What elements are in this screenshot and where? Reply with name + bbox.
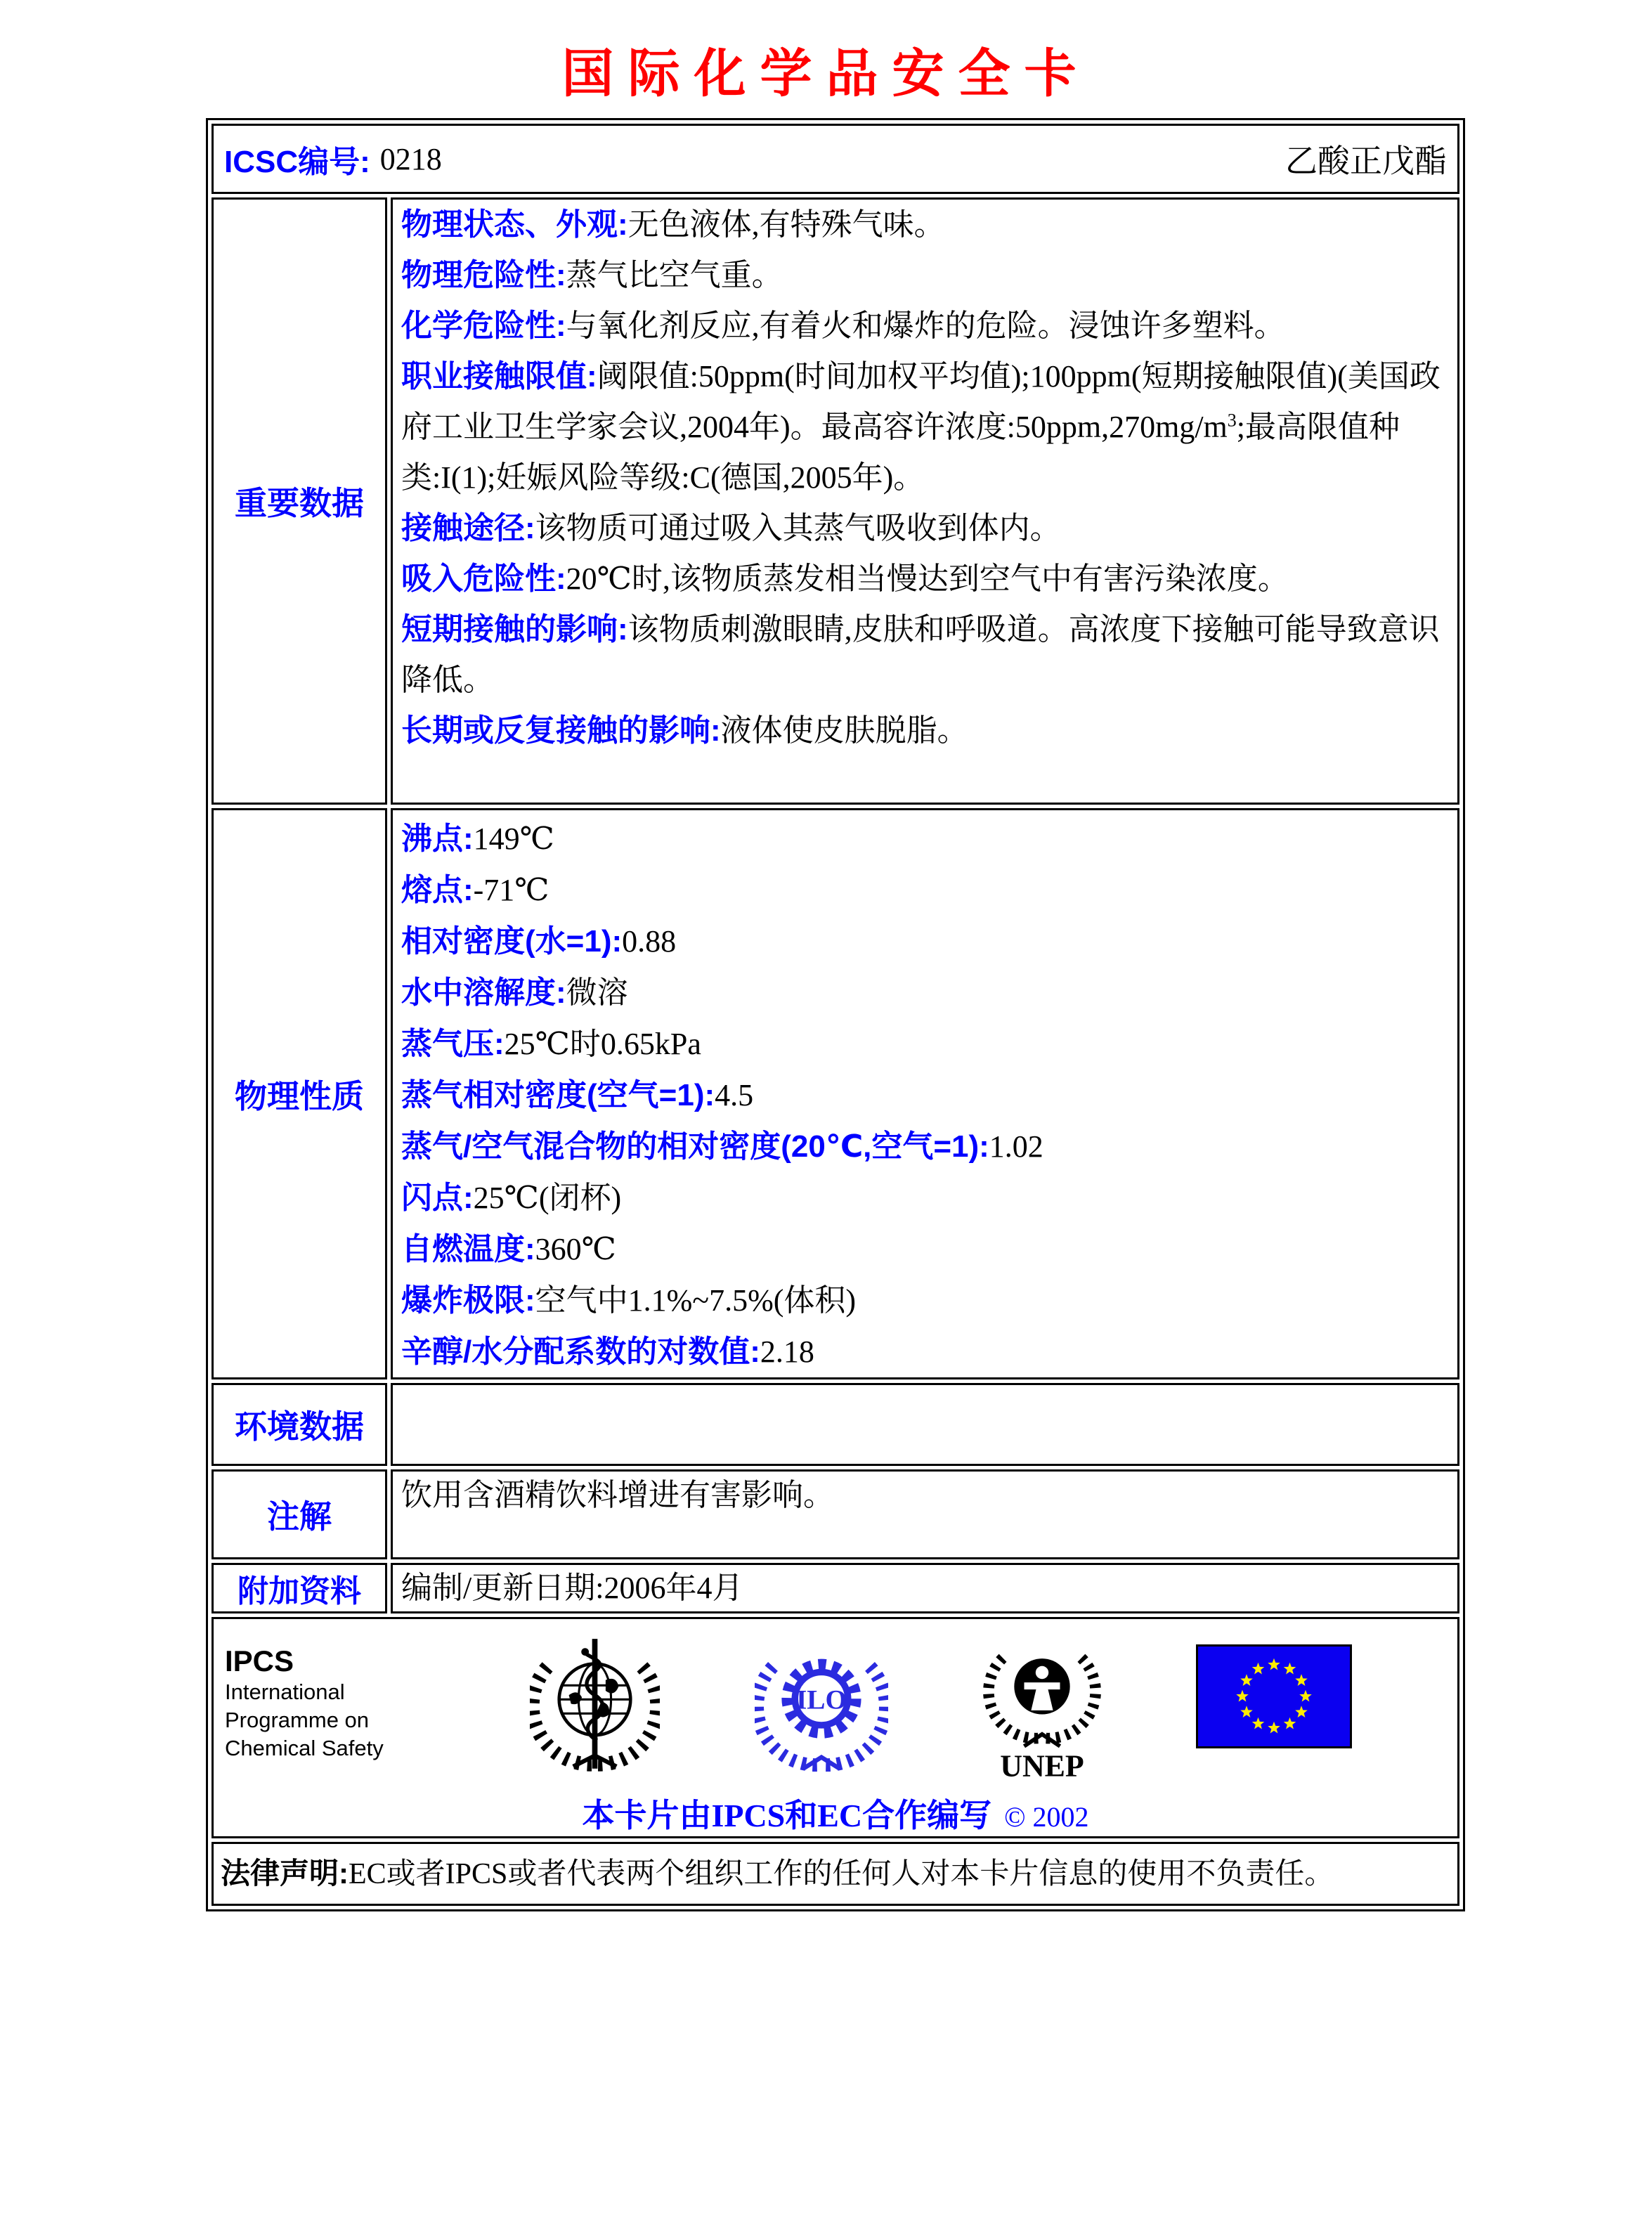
section-label-additional-info: 附加资料 <box>212 1563 387 1613</box>
header-cell <box>212 124 1459 194</box>
field-octanol-water-partition: 辛醇/水分配系数的对数值:2.18 <box>401 1334 814 1369</box>
superscript-3: 3 <box>1227 410 1237 431</box>
important-data-row <box>212 197 1459 805</box>
field-flash-point: 闪点:25℃(闭杯) <box>401 1181 622 1215</box>
icsc-number-label: ICSC编号: <box>224 145 370 179</box>
environmental-data-row <box>212 1383 1459 1466</box>
section-label-important-data: 重要数据 <box>212 197 387 805</box>
unep-logo-icon <box>982 1635 1102 1786</box>
legal-notice-cell <box>212 1842 1459 1906</box>
field-vapor-pressure: 蒸气压:25℃时0.65kPa <box>401 1027 701 1061</box>
field-physical-hazards: 物理危险性:蒸气比空气重。 <box>401 258 783 292</box>
card-caption-text: 本卡片由IPCS和EC合作编写 <box>582 1798 992 1833</box>
additional-info-content: 编制/更新日期:2006年4月 <box>391 1563 1459 1613</box>
notes-row <box>212 1469 1459 1559</box>
field-short-term-effects: 短期接触的影响:该物质刺激眼睛,皮肤和呼吸道。高浓度下接触可能导致意识降低。 <box>401 612 1440 697</box>
ilo-logo-icon <box>755 1635 888 1775</box>
field-autoignition-temperature: 自燃温度:360℃ <box>401 1232 616 1266</box>
important-data-content <box>391 197 1459 805</box>
page-title: 国际化学品安全卡 <box>561 44 1091 103</box>
environmental-data-content <box>391 1383 1459 1466</box>
card-caption <box>214 1790 1457 1836</box>
section-label-notes: 注解 <box>212 1469 387 1559</box>
field-long-term-effects: 长期或反复接触的影响:液体使皮肤脱脂。 <box>401 713 968 748</box>
logos-cell <box>212 1617 1459 1838</box>
field-physical-state: 物理状态、外观:无色液体,有特殊气味。 <box>401 207 945 242</box>
notes-content: 饮用含酒精饮料增进有害影响。 <box>391 1469 1459 1559</box>
field-water-solubility: 水中溶解度:微溶 <box>401 975 628 1010</box>
icsc-card-table <box>206 118 1465 1911</box>
field-explosive-limits: 爆炸极限:空气中1.1%~7.5%(体积) <box>401 1283 857 1318</box>
legal-notice-label: 法律声明: <box>221 1857 349 1890</box>
field-relative-density: 相对密度(水=1):0.88 <box>401 924 677 959</box>
copyright-text: © 2002 <box>1004 1801 1089 1833</box>
who-logo-icon <box>530 1635 660 1779</box>
section-label-physical-properties: 物理性质 <box>212 808 387 1379</box>
field-chemical-hazards: 化学危险性:与氧化剂反应,有着火和爆炸的危险。浸蚀许多塑料。 <box>401 309 1285 343</box>
logos-row <box>212 1617 1459 1838</box>
chemical-name: 乙酸正戊酯 <box>1285 143 1447 179</box>
ipcs-text-block <box>225 1635 436 1762</box>
field-vapor-relative-density: 蒸气相对密度(空气=1):4.5 <box>401 1078 754 1112</box>
eu-flag-icon <box>1196 1644 1352 1752</box>
field-melting-point: 熔点:-71℃ <box>401 873 549 907</box>
ilo-logo-text: ILO <box>795 1684 847 1715</box>
field-boiling-point: 沸点:149℃ <box>401 821 554 856</box>
header-row <box>212 124 1459 194</box>
legal-notice-text: EC或者IPCS或者代表两个组织工作的任何人对本卡片信息的使用不负责任。 <box>349 1858 1334 1890</box>
icsc-number-value: 0218 <box>379 141 442 176</box>
legal-notice-row <box>212 1842 1459 1906</box>
field-vapor-air-mixture-density: 蒸气/空气混合物的相对密度(20℃,空气=1):1.02 <box>401 1129 1043 1164</box>
unep-logo-text: UNEP <box>999 1749 1084 1782</box>
field-inhalation-risk: 吸入危险性:20℃时,该物质蒸发相当慢达到空气中有害污染浓度。 <box>401 561 1289 596</box>
ipcs-subtitle: International Programme on Chemical Safety <box>225 1680 384 1760</box>
section-label-environmental-data: 环境数据 <box>212 1383 387 1466</box>
field-occupational-exposure-limits: 职业接触限值:阈限值:50ppm(时间加权平均值);100ppm(短期接触限值)(美国政府工业卫生学家会议,2004年)。最高容许浓度$:50ppm,270mg/m^3$;最高限值种类:I(1);妊娠风险等级:C(德国,2005年)。 <box>401 359 1440 495</box>
physical-properties-content <box>391 808 1459 1379</box>
additional-info-row <box>212 1563 1459 1613</box>
field-routes-of-exposure: 接触途径:该物质可通过吸入其蒸气吸收到体内。 <box>401 511 1061 545</box>
physical-properties-row <box>212 808 1459 1379</box>
ipcs-title: IPCS <box>225 1644 294 1677</box>
